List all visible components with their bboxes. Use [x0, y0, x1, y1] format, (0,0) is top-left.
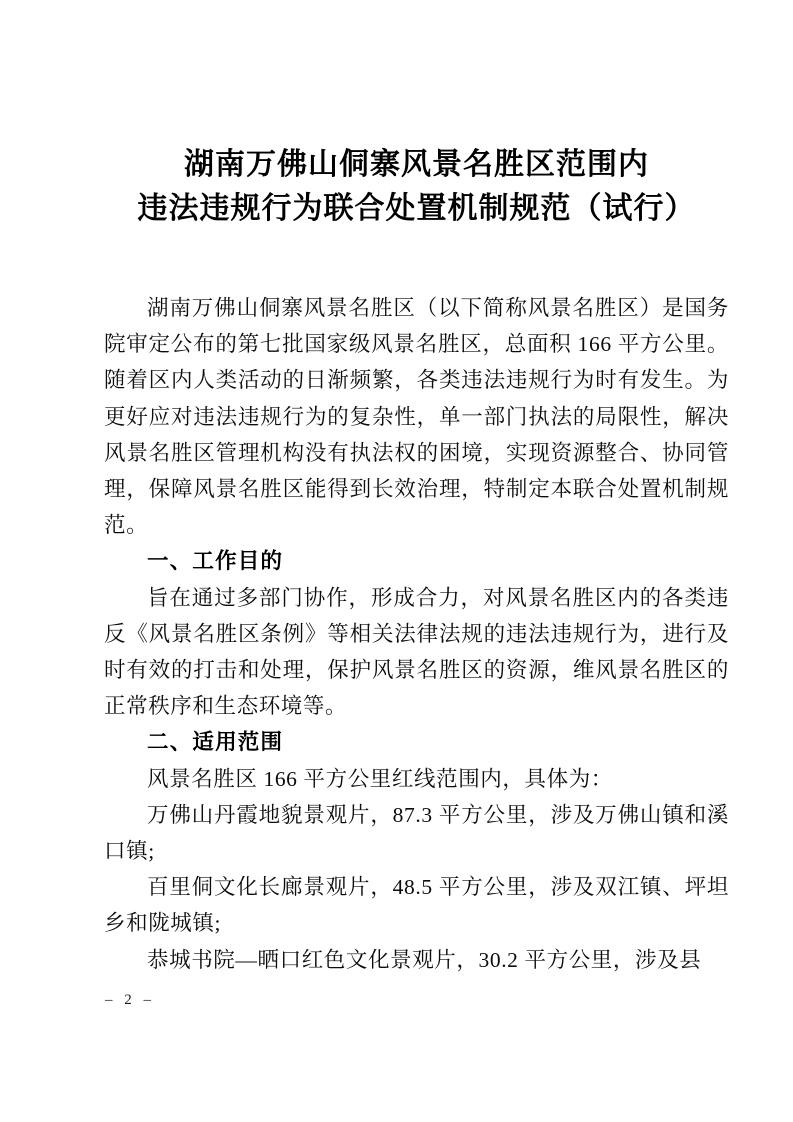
- paragraph-work-purpose: 旨在通过多部门协作，形成合力，对风景名胜区内的各类违反《风景名胜区条例》等相关法律法规的违法违规行为，进行及时有效的打击和处理，保护风景名胜区的资源，维风景名胜区的正常秩序和生态环境等。: [104, 585, 729, 719]
- paragraph-intro: 湖南万佛山侗寨风景名胜区（以下简称风景名胜区）是国务院审定公布的第七批国家级风景名胜区，总面积 166 平方公里。随着区内人类活动的日渐频繁，各类违法违规行为时有发生。为更好应对违法违规行为的复杂性，单一部门执法的局限性，解决风景名胜区管理机构没有执法权的困境，实现资源整合、协同管理，保障风景名胜区能得到长效治理，特制定本联合处置机制规范。: [104, 296, 729, 538]
- document-title-line-2: 违法违规行为联合处置机制规范（试行）: [137, 192, 696, 225]
- paragraph-scope-intro: 风景名胜区 166 平方公里红线范围内，具体为：: [147, 766, 613, 791]
- section-heading-work-purpose: 一、工作目的: [147, 549, 284, 574]
- document-title: [104, 143, 729, 231]
- document-body: [104, 290, 729, 978]
- section-heading-applicable-scope: 二、适用范围: [147, 730, 284, 755]
- document-content: [104, 0, 729, 978]
- paragraph-scope-area-wanfoshan: 万佛山丹霞地貌景观片，87.3 平方公里，涉及万佛山镇和溪口镇;: [104, 802, 729, 864]
- paragraph-scope-area-gongcheng: 恭城书院—晒口红色文化景观片，30.2 平方公里，涉及县: [147, 947, 702, 972]
- page-number: – 2 –: [105, 992, 155, 1008]
- document-title-line-1: 湖南万佛山侗寨风景名胜区范围内: [184, 148, 649, 181]
- paragraph-scope-area-bailidong: 百里侗文化长廊景观片，48.5 平方公里，涉及双江镇、坪坦乡和陇城镇;: [104, 875, 729, 936]
